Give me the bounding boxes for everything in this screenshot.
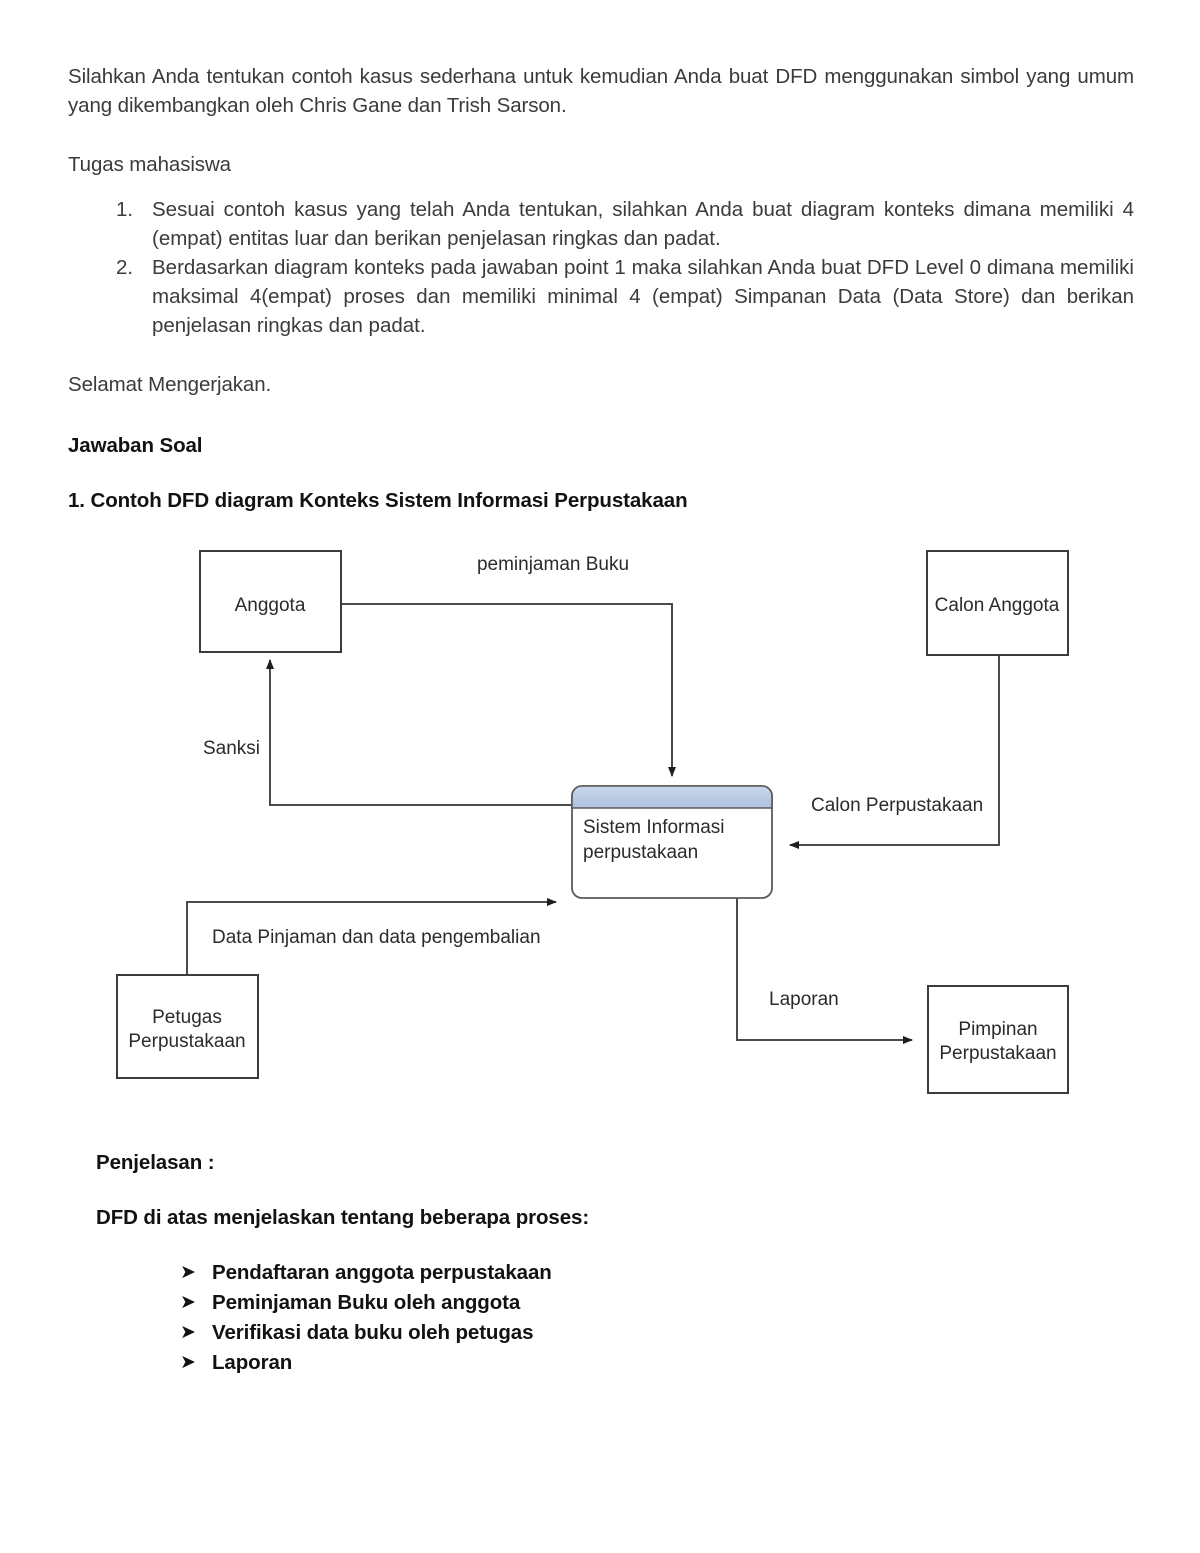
- task-list: [68, 195, 1134, 340]
- document-body: [68, 62, 1134, 515]
- entity-calon-anggota-label: Calon Anggota: [934, 595, 1060, 616]
- list-item: [96, 1288, 1116, 1318]
- list-item-label: Pendaftaran anggota perpustakaan: [212, 1261, 552, 1284]
- flow-label-peminjaman-buku: peminjaman Buku: [476, 554, 630, 575]
- entity-calon-anggota: [927, 551, 1068, 655]
- flow-calon-perpustakaan: [790, 655, 999, 845]
- arrow-bullet-icon: ➤: [180, 1352, 196, 1373]
- answer-subheading: 1. Contoh DFD diagram Konteks Sistem Informasi Perpustakaan: [68, 489, 688, 512]
- process-sistem-informasi-perpustakaan: [572, 786, 772, 898]
- flow-sanksi: [270, 660, 572, 805]
- spacer: [68, 399, 1134, 431]
- explanation-section: [96, 1148, 1116, 1378]
- list-item: [96, 1318, 1116, 1348]
- entity-anggota: [200, 551, 341, 652]
- spacer: [68, 460, 1134, 486]
- entity-petugas-label-line2: Perpustakaan: [128, 1031, 246, 1052]
- explanation-heading: Penjelasan :: [96, 1151, 215, 1174]
- entity-anggota-label: Anggota: [234, 595, 306, 616]
- dfd-context-diagram: [0, 520, 1200, 1120]
- process-label-line2: perpustakaan: [583, 842, 699, 863]
- flow-peminjaman-buku: [341, 604, 672, 776]
- list-item-label: Verifikasi data buku oleh petugas: [212, 1321, 534, 1344]
- closing-text: Selamat Mengerjakan.: [68, 373, 272, 396]
- flow-label-calon-perpustakaan: Calon Perpustakaan: [811, 795, 984, 816]
- process-label-line1: Sistem Informasi: [583, 817, 725, 838]
- entity-petugas-perpustakaan: [117, 975, 258, 1078]
- spacer: [68, 340, 1134, 370]
- list-item: [96, 1258, 1116, 1288]
- entity-petugas-label-line1: Petugas: [152, 1007, 222, 1028]
- intro-paragraph: Silahkan Anda tentukan contoh kasus sederhana untuk kemudian Anda buat DFD menggunakan simbol yang umum yang dikembangkan oleh Chris Gane dan Trish Sarson.: [68, 65, 1134, 117]
- tasks-heading: Tugas mahasiswa: [68, 153, 231, 176]
- list-item-label: Peminjaman Buku oleh anggota: [212, 1291, 521, 1314]
- entity-pimpinan-perpustakaan: [928, 986, 1068, 1093]
- process-header-band: [572, 786, 772, 808]
- arrow-bullet-icon: ➤: [180, 1262, 196, 1283]
- arrow-bullet-icon: ➤: [180, 1322, 196, 1343]
- entity-pimpinan-label-line2: Perpustakaan: [939, 1043, 1057, 1064]
- explanation-intro: DFD di atas menjelaskan tentang beberapa proses:: [96, 1206, 590, 1229]
- list-item: [96, 1348, 1116, 1378]
- flow-laporan: [737, 898, 912, 1040]
- task-list-item-2: Berdasarkan diagram konteks pada jawaban point 1 maka silahkan Anda buat DFD Level 0 dimana memiliki maksimal 4(empat) proses dan memiliki minimal 4 (empat) Simpanan Data (Data Store) dan berikan penjelasan ringkas dan padat.: [152, 256, 1134, 337]
- list-item-label: Laporan: [212, 1351, 293, 1374]
- spacer: [96, 1177, 1116, 1203]
- spacer: [68, 120, 1134, 150]
- explanation-bullet-list: [96, 1258, 1116, 1378]
- entity-pimpinan-label-line1: Pimpinan: [958, 1019, 1038, 1040]
- flow-label-laporan: Laporan: [769, 989, 839, 1010]
- task-list-item-1: Sesuai contoh kasus yang telah Anda tentukan, silahkan Anda buat diagram konteks dimana memiliki 4 (empat) entitas luar dan berikan penjelasan ringkas dan padat.: [152, 198, 1134, 250]
- flow-label-sanksi: Sanksi: [203, 738, 261, 759]
- answer-heading: Jawaban Soal: [68, 434, 203, 457]
- arrow-bullet-icon: ➤: [180, 1292, 196, 1313]
- flow-label-data-pinjaman: Data Pinjaman dan data pengembalian: [212, 927, 541, 948]
